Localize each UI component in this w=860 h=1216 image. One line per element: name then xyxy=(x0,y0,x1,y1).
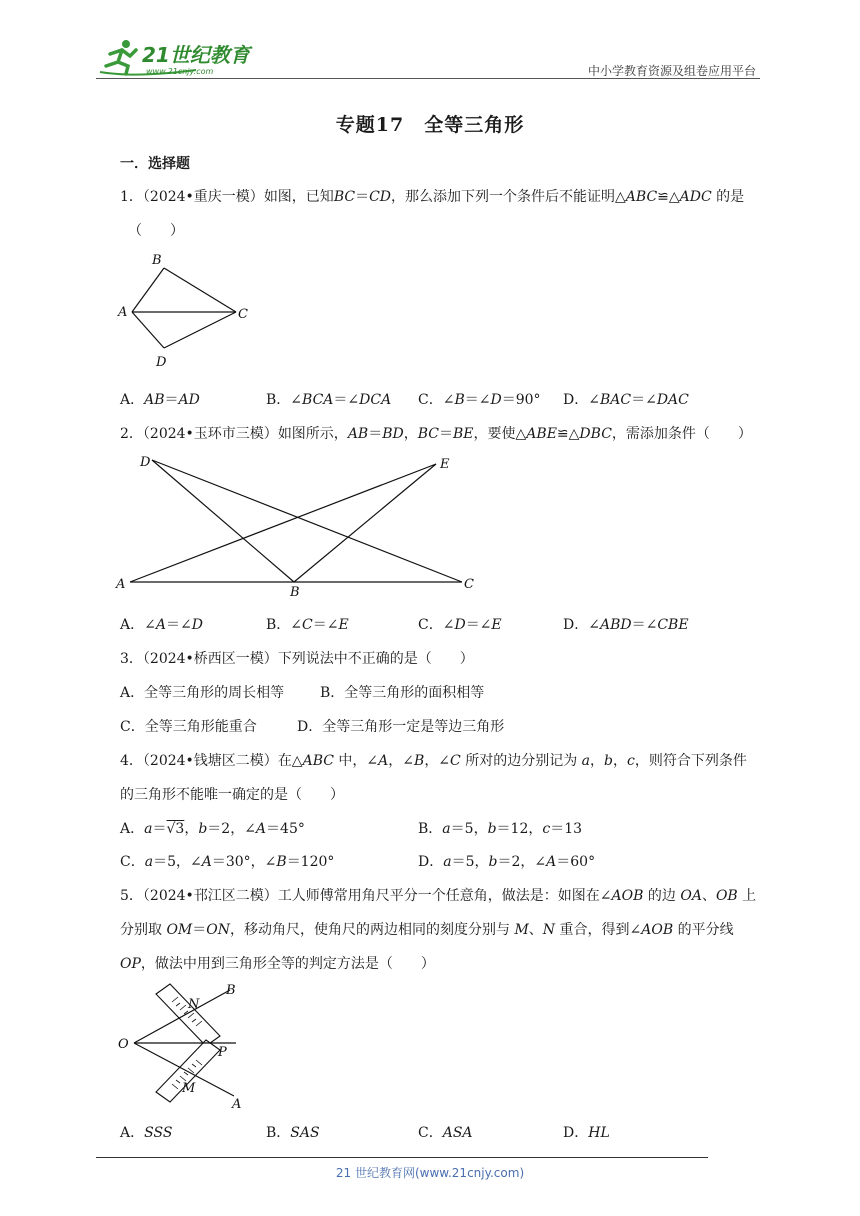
label-P: P xyxy=(218,1045,227,1060)
label-N: N xyxy=(188,997,200,1012)
page-title: 专题17 全等三角形 xyxy=(335,114,525,136)
label-D: D xyxy=(156,355,167,370)
label-B: B xyxy=(152,253,162,268)
question-4-option-a: A．a＝√3，b＝2，∠A＝45° xyxy=(120,821,305,837)
question-5-option-b: B．SAS xyxy=(266,1125,320,1141)
question-2-option-b: B．∠C＝∠E xyxy=(266,617,349,633)
question-1-option-d: D．∠BAC＝∠DAC xyxy=(563,392,689,408)
question-3-option-c: C．全等三角形能重合 xyxy=(120,719,257,735)
platform-name: 中小学教育资源及组卷应用平台 xyxy=(587,64,756,78)
label-B: B xyxy=(226,983,236,998)
question-1-option-c: C．∠B＝∠D＝90° xyxy=(418,392,541,408)
question-5-option-c: C．ASA xyxy=(418,1125,473,1141)
question-3-option-a: A．全等三角形的周长相等 xyxy=(120,685,285,701)
question-4-option-d: D．a＝5，b＝2，∠A＝60° xyxy=(418,854,596,870)
label-A: A xyxy=(232,1097,242,1112)
label-E: E xyxy=(440,457,450,472)
footer-link[interactable]: 21 世纪教育网(www.21cnjy.com) xyxy=(335,1166,525,1180)
question-3-option-d: D．全等三角形一定是等边三角形 xyxy=(297,719,505,735)
site-logo xyxy=(96,36,256,78)
label-A: A xyxy=(118,305,128,320)
question-2-figure xyxy=(112,448,484,600)
label-O: O xyxy=(118,1037,129,1052)
question-4-option-c: C．a＝5，∠A＝30°，∠B＝120° xyxy=(120,854,335,870)
footer-divider xyxy=(96,1157,708,1158)
question-5-figure xyxy=(112,980,252,1112)
label-M: M xyxy=(182,1081,196,1096)
question-2-option-d: D．∠ABD＝∠CBE xyxy=(563,617,689,633)
logo-text: 21世纪教育 xyxy=(142,43,250,67)
question-1-figure xyxy=(112,250,262,375)
upper-ruler xyxy=(156,984,220,1046)
question-3-stem: 3．（2024•桥西区一模）下列说法中不正确的是（ ） xyxy=(120,651,474,667)
question-1-option-a: A．AB＝AD xyxy=(120,392,200,408)
label-C: C xyxy=(238,307,248,322)
question-2-option-a: A．∠A＝∠D xyxy=(120,617,203,633)
question-1-stem: 1．（2024•重庆一模）如图，已知BC＝CD，那么添加下列一个条件后不能证明△ABC≌△ADC 的是 xyxy=(120,189,745,205)
label-D: D xyxy=(140,455,151,470)
logo-url: www.21cnjy.com xyxy=(146,67,214,76)
label-A: A xyxy=(116,577,126,592)
section-heading: 一．选择题 xyxy=(120,156,190,172)
question-3-option-b: B．全等三角形的面积相等 xyxy=(320,685,485,701)
label-B: B xyxy=(290,585,300,600)
question-2-stem: 2．（2024•玉环市三模）如图所示，AB＝BD，BC＝BE，要使△ABE≌△DBC，需添加条件（ ） xyxy=(120,426,752,442)
question-4-stem-line2: 的三角形不能唯一确定的是（ ） xyxy=(120,787,344,803)
question-1-option-b: B．∠BCA＝∠DCA xyxy=(266,392,392,408)
question-2-option-c: C．∠D＝∠E xyxy=(418,617,502,633)
question-5-option-d: D．HL xyxy=(563,1125,610,1141)
question-4-option-b: B．a＝5，b＝12，c＝13 xyxy=(418,821,583,837)
header-divider xyxy=(96,78,760,79)
question-5-stem-line1: 5．（2024•邗江区二模）工人师傅常用角尺平分一个任意角，做法是：如图在∠AOB 的边 OA、OB 上 xyxy=(120,888,757,904)
question-4-stem-line1: 4．（2024•钱塘区二模）在△ABC 中，∠A，∠B，∠C 所对的边分别记为 a，b，c，则符合下列条件 xyxy=(120,753,747,769)
runner-logo-icon xyxy=(96,36,256,78)
question-5-option-a: A．SSS xyxy=(120,1125,173,1141)
question-1-blank: （ ） xyxy=(128,223,184,239)
question-5-stem-line2: 分别取 OM＝ON，移动角尺，使角尺的两边相同的刻度分别与 M、N 重合，得到∠AOB 的平分线 xyxy=(120,922,734,938)
question-5-stem-line3: OP，做法中用到三角形全等的判定方法是（ ） xyxy=(120,956,435,972)
label-C: C xyxy=(464,577,474,592)
